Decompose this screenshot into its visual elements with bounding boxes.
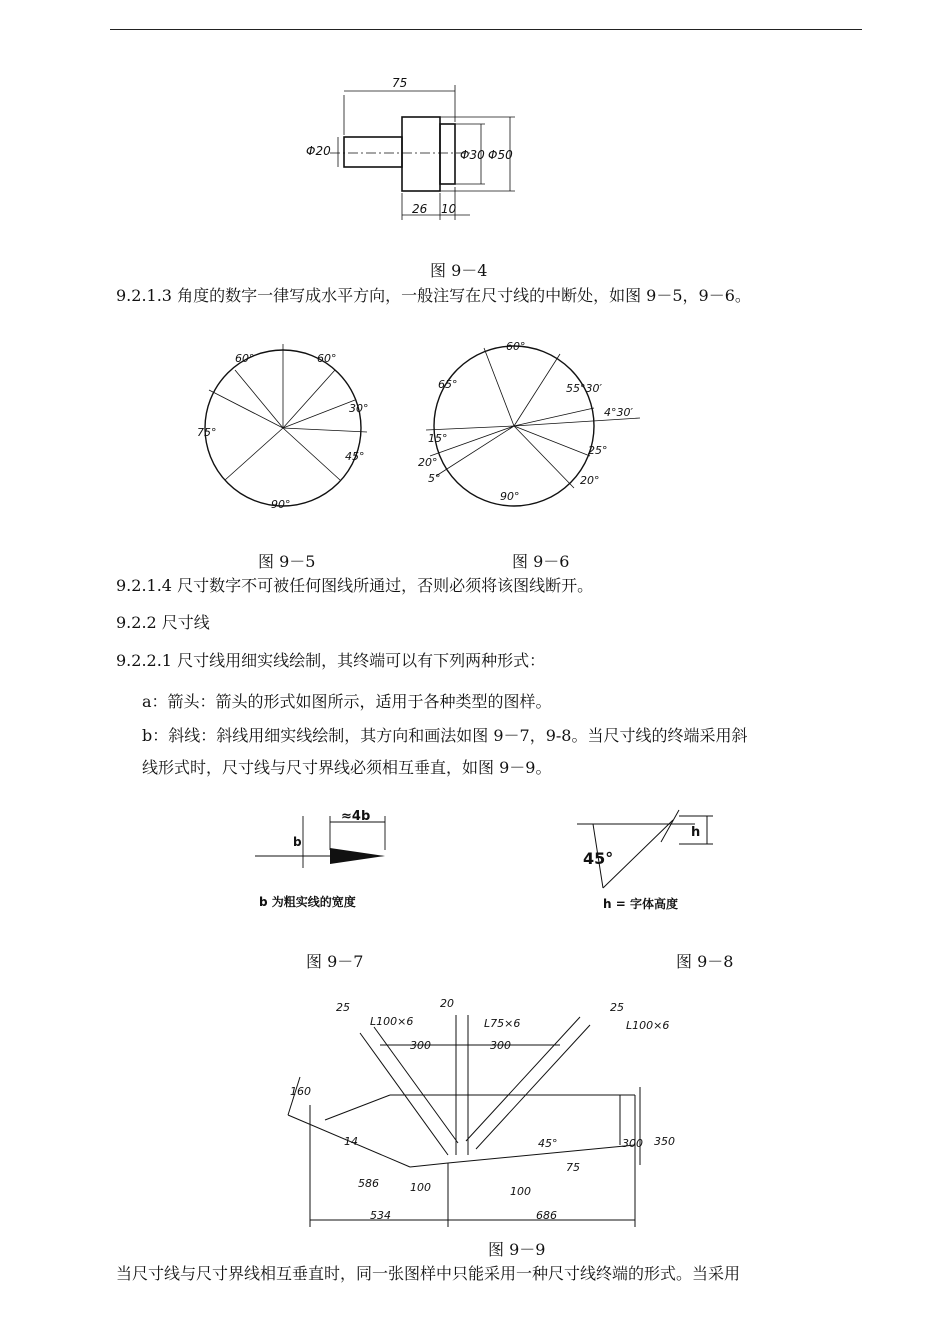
fig97-note: b 为粗实线的宽度 [259,895,356,909]
angle-label-65: 65° [438,378,458,391]
angle-label-75: 75° [197,426,217,439]
angle-45-label: 45° [583,849,614,868]
angle-label-4-30: 4°30′ [604,406,633,419]
angle-label-90: 90° [271,498,291,511]
heading-9-2-2: 9.2.2 尺寸线 [116,613,210,632]
figure-9-8 [575,808,735,918]
label-l100x6a: L100×6 [370,1015,414,1028]
angle-label-20b: 20° [580,474,600,487]
angle-label-60b: 60° [317,352,337,365]
caption-9-4: 图 9－4 [430,261,488,280]
caption-9-7: 图 9－7 [306,952,364,971]
label-25a: 25 [336,1001,350,1014]
angle-label-55-30: 55°30′ [566,382,602,395]
label-45: 45° [538,1137,558,1150]
label-20: 20 [440,997,454,1010]
label-100a: 100 [410,1181,431,1194]
angle-label-20a: 20° [418,456,438,469]
label-300b: 300 [490,1039,511,1052]
angle-label-25: 25° [588,444,608,457]
figure-9-7 [255,808,405,918]
figure-9-5 [195,340,375,515]
figure-9-6 [410,338,650,513]
angle-label-60: 60° [506,340,526,353]
approx-4b-label: ≈4b [341,809,371,824]
fig98-note: h = 字体高度 [603,897,678,911]
label-l100x6b: L100×6 [626,1019,670,1032]
angle-label-30: 30° [349,402,369,415]
dim-10: 10 [441,202,457,216]
label-l75x6: L75×6 [484,1017,521,1030]
label-75: 75 [566,1161,580,1174]
angle-label-60a: 60° [235,352,255,365]
para-9-2-2-1: 9.2.2.1 尺寸线用细实线绘制，其终端可以有下列两种形式： [116,651,546,670]
para-9-2-1-4: 9.2.1.4 尺寸数字不可被任何图线所通过，否则必须将该图线断开。 [116,576,594,595]
para-last: 当尺寸线与尺寸界线相互垂直时，同一张图样中只能采用一种尺寸线终端的形式。当采用 [116,1264,741,1283]
dim-phi20: Φ20 [306,144,331,158]
caption-9-9: 图 9－9 [488,1240,546,1259]
label-300a: 300 [410,1039,431,1052]
h-label: h [691,825,701,840]
label-300c: 300 [622,1137,643,1150]
caption-9-5: 图 9－5 [258,552,316,571]
figure-9-9 [270,995,680,1235]
item-a: a：箭头：箭头的形式如图所示，适用于各种类型的图样。 [142,692,552,711]
b-label: b [293,835,302,849]
dim-75: 75 [392,76,408,90]
item-b-line2: 线形式时，尺寸线与尺寸界线必须相互垂直，如图 9－9。 [142,758,552,777]
caption-9-8: 图 9－8 [676,952,734,971]
angle-label-15: 15° [428,432,448,445]
label-586: 586 [358,1177,379,1190]
para-9-2-1-3: 9.2.1.3 角度的数字一律写成水平方向，一般注写在尺寸线的中断处，如图 9－5，9－6。 [116,286,751,305]
dim-phi50: Φ50 [488,148,513,162]
label-534: 534 [370,1209,391,1222]
label-686: 686 [536,1209,557,1222]
angle-label-90: 90° [500,490,520,503]
angle-label-45: 45° [345,450,365,463]
caption-9-6: 图 9－6 [512,552,570,571]
angle-label-5: 5° [428,472,441,485]
label-350: 350 [654,1135,675,1148]
label-25b: 25 [610,1001,624,1014]
label-14: 14 [344,1135,358,1148]
figure-9-4 [300,75,530,225]
dim-26: 26 [412,202,428,216]
header-rule [110,29,862,30]
dim-phi30: Φ30 [460,148,485,162]
label-160: 160 [290,1085,311,1098]
label-100b: 100 [510,1185,531,1198]
item-b-line1: b：斜线：斜线用细实线绘制，其方向和画法如图 9－7，9-8。当尺寸线的终端采用斜 [142,726,748,745]
